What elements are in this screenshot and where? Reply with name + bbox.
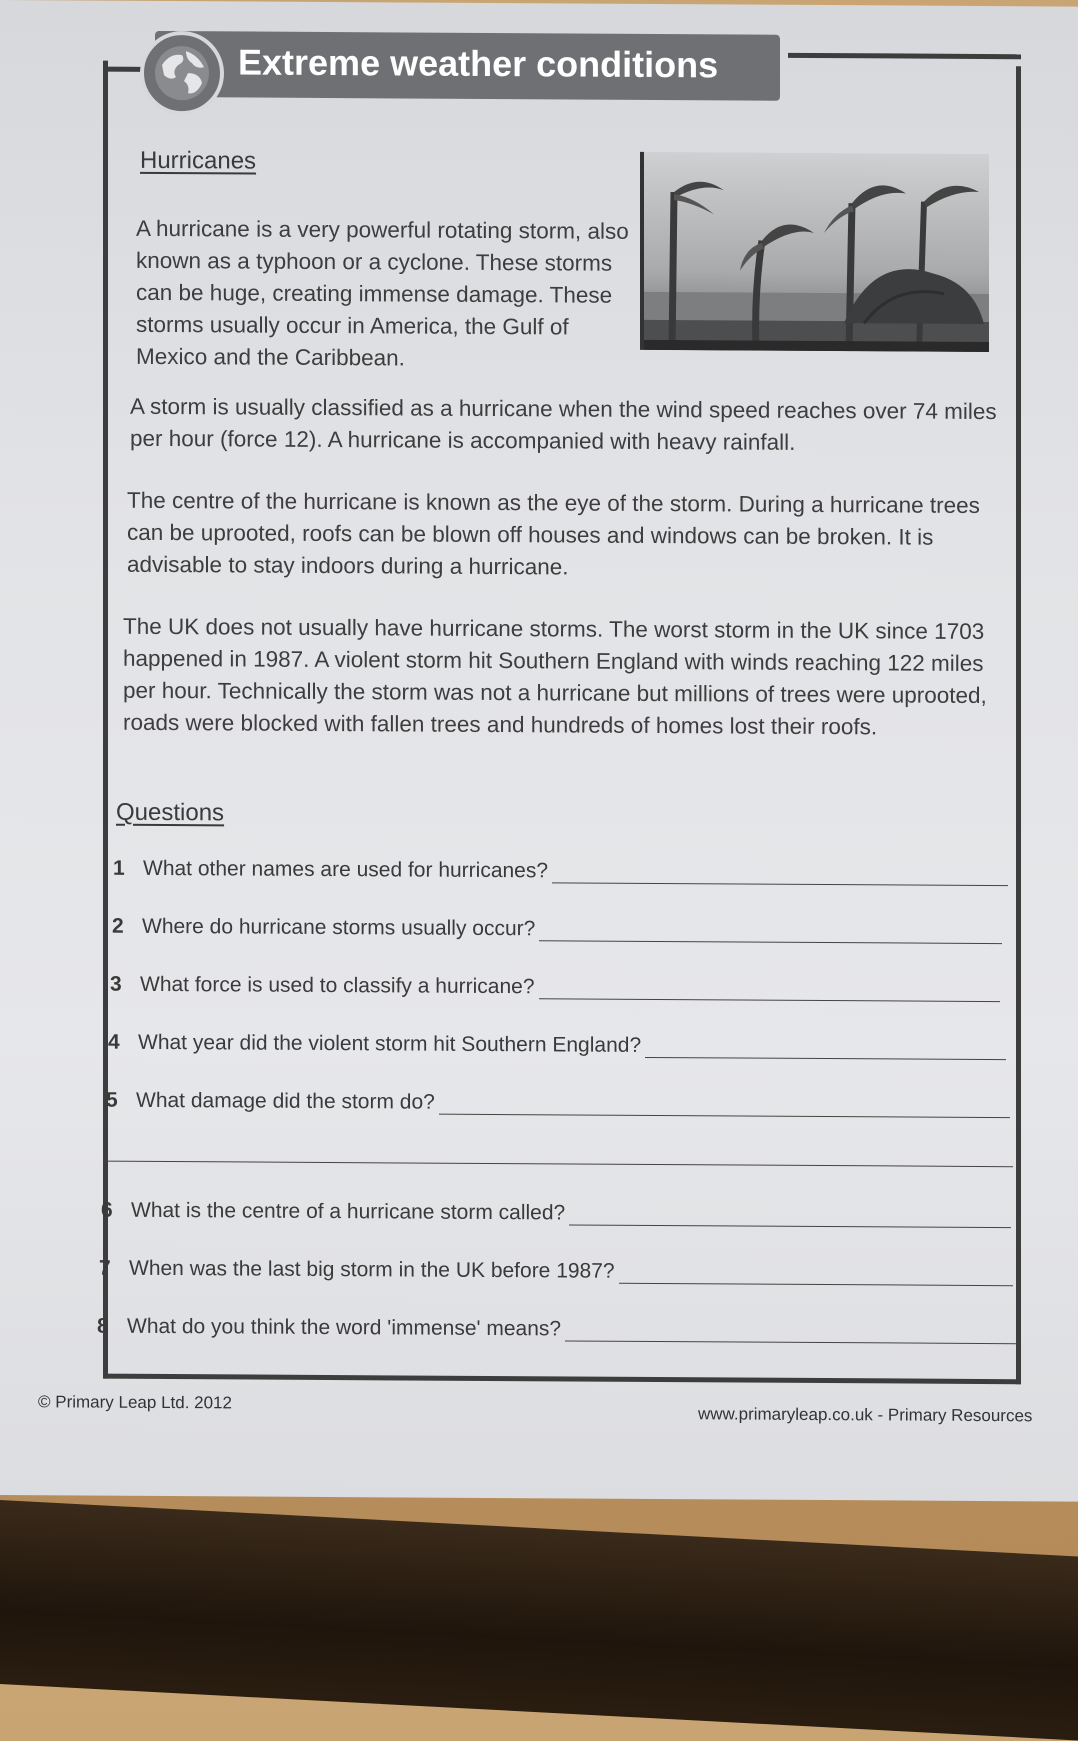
question-number: 2 bbox=[112, 914, 124, 938]
page-title: Extreme weather conditions bbox=[238, 41, 719, 86]
copyright-text: © Primary Leap Ltd. 2012 bbox=[38, 1392, 232, 1413]
section-heading-hurricanes: Hurricanes bbox=[140, 146, 257, 175]
answer-line-4[interactable] bbox=[645, 1037, 1006, 1060]
question-text: What force is used to classify a hurricane? bbox=[140, 972, 535, 999]
question-number: 5 bbox=[106, 1088, 118, 1112]
globe-icon bbox=[140, 31, 224, 116]
question-number: 3 bbox=[110, 972, 122, 996]
classification-paragraph: A storm is usually classified as a hurricane when the wind speed reaches over 74 miles per hour (force 12). A hurricane is accompanied with heavy rainfall. bbox=[130, 393, 997, 455]
question-text: Where do hurricane storms usually occur? bbox=[142, 914, 536, 941]
answer-line-2[interactable] bbox=[539, 920, 1002, 944]
uk-storm-paragraph: The UK does not usually have hurricane storms. The worst storm in the UK since 1703 happened in 1987. A violent storm hit Southern England with winds reaching 122 miles per hour. Technically the storm was not a hurricane but millions of trees were uprooted, roads were blocked with fallen trees and hundreds of homes lost their roofs. bbox=[123, 613, 987, 740]
questions-heading: Questions bbox=[116, 798, 225, 827]
answer-line-7[interactable] bbox=[619, 1263, 1013, 1286]
answer-line-3[interactable] bbox=[539, 978, 1000, 1002]
question-number: 4 bbox=[108, 1030, 120, 1054]
question-number: 7 bbox=[99, 1256, 111, 1280]
frame-top-right-edge bbox=[788, 53, 1021, 59]
answer-line-6[interactable] bbox=[569, 1204, 1011, 1228]
table-surface bbox=[0, 1500, 1078, 1740]
question-number: 1 bbox=[113, 856, 125, 880]
question-text: What damage did the storm do? bbox=[136, 1088, 435, 1114]
website-link[interactable]: www.primaryleap.co.uk - Primary Resources bbox=[698, 1404, 1033, 1426]
question-number: 6 bbox=[101, 1198, 113, 1222]
answer-line-1[interactable] bbox=[552, 862, 1008, 886]
frame-top-left-edge bbox=[103, 67, 143, 72]
question-text: When was the last big storm in the UK before 1987? bbox=[129, 1256, 615, 1283]
question-text: What do you think the word 'immense' means? bbox=[127, 1314, 562, 1341]
answer-line-5[interactable] bbox=[439, 1094, 1010, 1118]
palm-trees-storm-photo bbox=[640, 152, 989, 352]
eye-of-storm-paragraph: The centre of the hurricane is known as the eye of the storm. During a hurricane trees can be uprooted, roofs can be blown off houses and windows can be broken. It is advisable to stay indoors during a hurricane. bbox=[127, 487, 980, 580]
question-text: What year did the violent storm hit Southern England? bbox=[138, 1030, 642, 1057]
intro-paragraph: A hurricane is a very powerful rotating storm, also known as a typhoon or a cyclone. These storms can be huge, creating immense damage. These storms usually occur in America, the Gulf of Mexico and the Caribbean. bbox=[136, 215, 629, 371]
question-number: 8 bbox=[97, 1314, 109, 1338]
question-text: What is the centre of a hurricane storm called? bbox=[131, 1198, 566, 1225]
question-text: What other names are used for hurricanes? bbox=[143, 856, 549, 883]
answer-line-8[interactable] bbox=[565, 1320, 1017, 1344]
